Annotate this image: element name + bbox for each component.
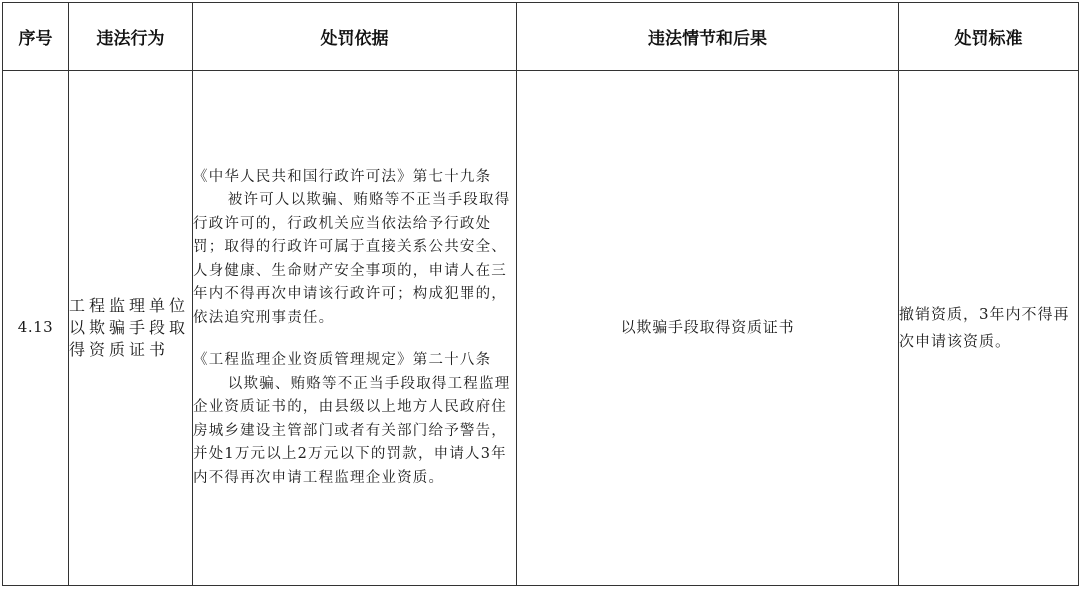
header-standard: 处罚标准 <box>899 3 1079 71</box>
header-act: 违法行为 <box>69 3 193 71</box>
table-row <box>3 71 1079 586</box>
basis-clause-body: 被许可人以欺骗、贿赂等不正当手段取得行政许可的，行政机关应当依法给予行政处罚；取得的行政许可属于直接关系公共安全、人身健康、生命财产安全事项的，申请人在三年内不得再次申请该行政许可；构成犯罪的，依法追究刑事责任。 <box>193 192 511 326</box>
basis-clause-2 <box>193 349 516 490</box>
basis-clause-title: 《中华人民共和国行政许可法》第七十九条 <box>193 168 492 185</box>
cell-basis <box>193 71 517 586</box>
cell-act: 工程监理单位以欺骗手段取得资质证书 <box>69 71 193 586</box>
penalty-table <box>2 2 1079 586</box>
cell-circumstances: 以欺骗手段取得资质证书 <box>517 71 899 586</box>
cell-standard: 撤销资质，3年内不得再次申请该资质。 <box>899 71 1079 586</box>
basis-clause-title: 《工程监理企业资质管理规定》第二十八条 <box>193 352 492 369</box>
table-header-row <box>3 3 1079 71</box>
header-circumstances: 违法情节和后果 <box>517 3 899 71</box>
header-basis: 处罚依据 <box>193 3 517 71</box>
basis-clause-1 <box>193 166 516 331</box>
basis-clause-body: 以欺骗、贿赂等不正当手段取得工程监理企业资质证书的，由县级以上地方人民政府住房城乡建设主管部门或者有关部门给予警告，并处1万元以上2万元以下的罚款，申请人3年内不得再次申请工程监理企业资质。 <box>193 375 511 486</box>
header-seq: 序号 <box>3 3 69 71</box>
cell-seq: 4.13 <box>3 71 69 586</box>
